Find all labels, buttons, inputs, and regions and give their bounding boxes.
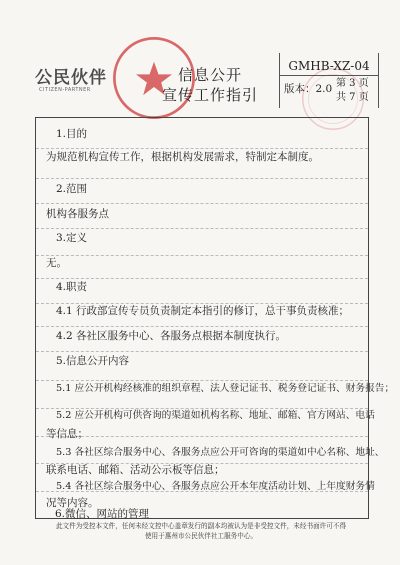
- body-text: 机构各服务点: [46, 208, 109, 220]
- page-total: 共 7 页: [336, 92, 369, 103]
- document-meta-box: [279, 53, 379, 108]
- body-text: 况等内容。: [46, 497, 99, 509]
- body-text: 4.1 行政部宣传专员负责制定本指引的修订，总干事负责核准；: [56, 305, 350, 317]
- row-divider: [36, 228, 368, 230]
- body-text: 4.2 各社区服务中心、各服务点根据本制度执行。: [56, 330, 287, 342]
- section-heading: 5.信息公开内容: [56, 355, 130, 367]
- body-text: 无。: [46, 257, 67, 269]
- document-title: [155, 65, 265, 105]
- logo-text: 公民伙伴: [35, 68, 107, 88]
- body-text: 5.4 各社区综合服务中心、各服务点应公开本年度活动计划、上年度财务情: [56, 481, 375, 492]
- document-body: [35, 117, 395, 519]
- document-code: GMHB-XZ-04: [280, 57, 378, 76]
- body-text: 5.2 应公开机构可供咨询的渠道如机构名称、地址、邮箱、官方网站、电话: [56, 410, 375, 421]
- row-divider: [36, 203, 368, 205]
- row-divider: [36, 178, 368, 180]
- section-heading: 4.职责: [56, 281, 88, 293]
- footer-line-2: 使用于惠州市公民伙伴社工服务中心。: [144, 532, 258, 540]
- page-info: [336, 77, 369, 105]
- body-text: 5.1 应公开机构经核准的组织章程、法人登记证书、税务登记证书、财务报告；: [56, 383, 395, 394]
- title-line-1: 信息公开: [177, 66, 242, 84]
- row-divider: [36, 255, 368, 257]
- body-text: 5.3 各社区综合服务中心、各服务点应公开可咨询的渠道如中心名称、地址、: [56, 447, 385, 458]
- body-text: 等信息；: [46, 428, 88, 440]
- body-text: 联系电话、邮箱、活动公示板等信息；: [46, 464, 225, 476]
- document-header: [27, 53, 377, 108]
- version-label: 版本：2.0: [284, 83, 333, 95]
- section-heading: 6.微信、网站的管理: [55, 508, 150, 520]
- row-divider: [36, 351, 368, 353]
- section-heading: 3.定义: [56, 232, 88, 244]
- document-footer: [35, 521, 367, 541]
- logo-subtext: CITIZEN-PARTNER: [39, 87, 91, 93]
- section-heading: 2.范围: [56, 183, 88, 195]
- row-divider: [36, 326, 368, 328]
- title-line-2: 宣传工作指引: [161, 86, 258, 104]
- body-text: 为规范机构宣传工作，根据机构发展需求，特制定本制度。: [46, 151, 319, 163]
- page-current: 第 3 页: [336, 78, 369, 89]
- section-heading: 1.目的: [56, 128, 88, 140]
- footer-line-1: 此文件为受控本文件，任何未经文控中心盖章发行的副本均被认为是非受控文件，未经书面许可不得: [55, 522, 347, 530]
